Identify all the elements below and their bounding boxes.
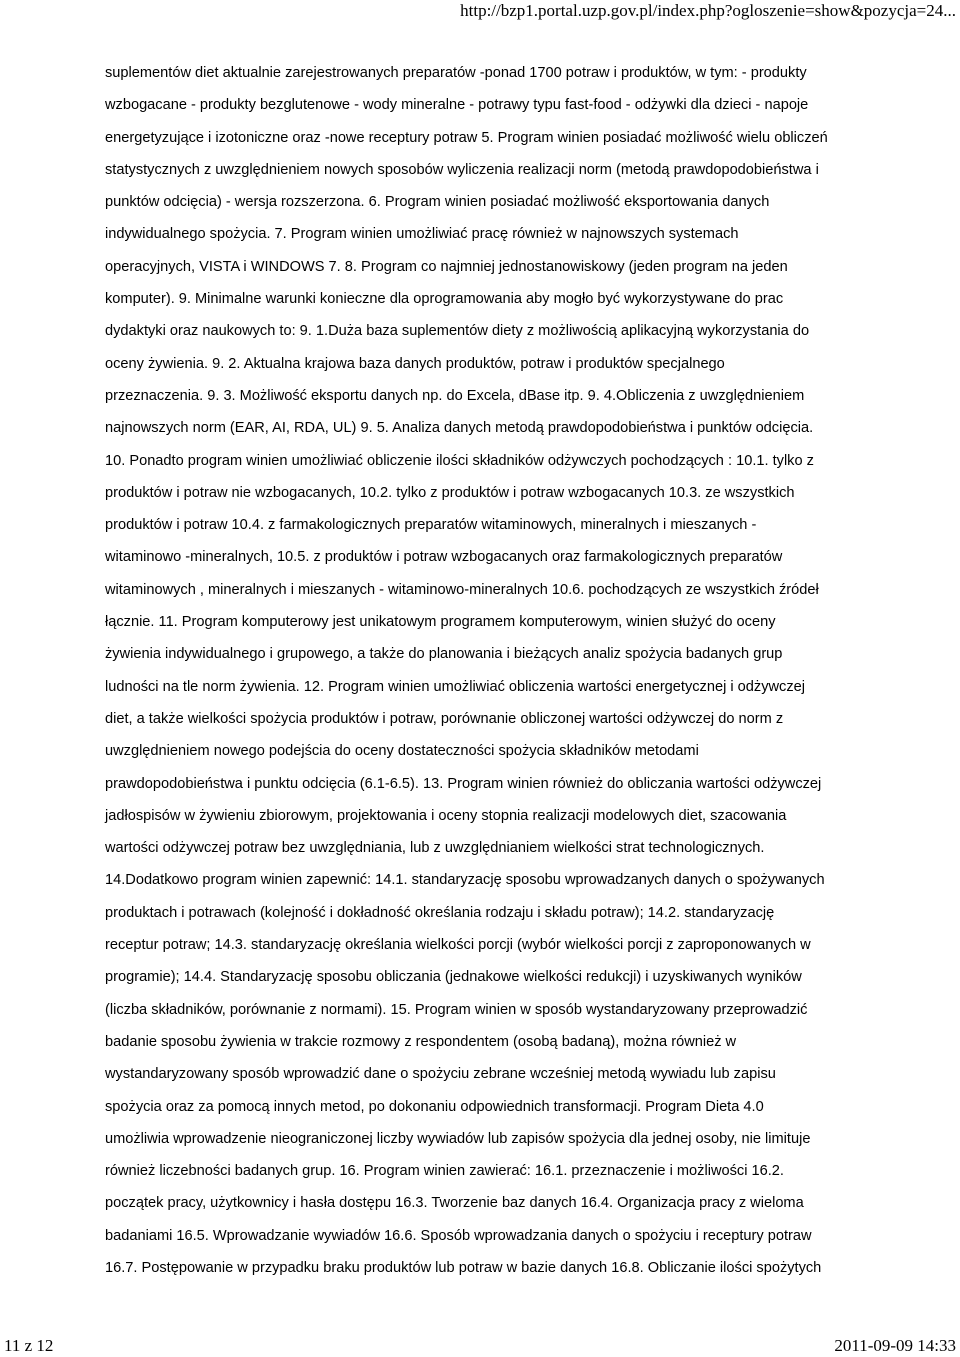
body-text-line: receptur potraw; 14.3. standaryzację określania wielkości porcji (wybór wielkości porcji z zaproponowanych w: [105, 937, 811, 954]
body-text-line: badanie sposobu żywienia w trakcie rozmowy z respondentem (osobą badaną), można również w: [105, 1033, 737, 1050]
body-text-line: 14.Dodatkowo program winien zapewnić: 14.1. standaryzację sposobu wprowadzanych danych o spożywanych: [105, 872, 825, 889]
body-text-line: witaminowo -mineralnych, 10.5. z produktów i potraw wzbogacanych oraz farmakologicznych preparatów: [105, 549, 783, 566]
body-text-line: oceny żywienia. 9. 2. Aktualna krajowa baza danych produktów, potraw i produktów specjalnego: [105, 355, 725, 372]
body-text-line: umożliwia wprowadzenie nieograniczonej liczby wywiadów lub zapisów spożycia dla jednej osoby, nie limituje: [105, 1130, 811, 1147]
body-text-line: produktach i potrawach (kolejność i dokładność określania rodzaju i składu potraw); 14.2. standaryzację: [105, 904, 775, 921]
body-text-line: suplementów diet aktualnie zarejestrowanych preparatów -ponad 1700 potraw i produktów, w tym: - produkty: [105, 65, 807, 81]
body-text-line: badaniami 16.5. Wprowadzanie wywiadów 16.6. Sposób wprowadzania danych o spożyciu i receptury potraw: [105, 1227, 812, 1244]
body-text-line: łącznie. 11. Program komputerowy jest unikatowym programem komputerowym, winien służyć do oceny: [105, 614, 776, 631]
body-text-line: operacyjnych, VISTA i WINDOWS 7. 8. Program co najmniej jednostanowiskowy (jeden program na jeden: [105, 258, 788, 275]
body-text-line: najnowszych norm (EAR, AI, RDA, UL) 9. 5. Analiza danych metodą prawdopodobieństwa i punktów odcięcia.: [105, 420, 814, 437]
body-text-line: początek pracy, użytkownicy i hasła dostępu 16.3. Tworzenie baz danych 16.4. Organizacja pracy z wieloma: [105, 1195, 804, 1212]
body-text-line: wystandaryzowany sposób wprowadzić dane o spożyciu zebrane wcześniej metodą wywiadu lub zapisu: [105, 1066, 776, 1083]
body-text-line: indywidualnego spożycia. 7. Program winien umożliwiać pracę również w najnowszych systemach: [105, 226, 739, 243]
document-body-text: [105, 57, 900, 1284]
body-text-line: programie); 14.4. Standaryzację sposobu obliczania (jednakowe wielkości redukcji) i uzyskiwanych wyników: [105, 969, 802, 986]
body-text-line: przeznaczenia. 9. 3. Możliwość eksportu danych np. do Excela, dBase itp. 9. 4.Obliczenia z uwzględnieniem: [105, 387, 805, 404]
body-text-line: witaminowych , mineralnych i mieszanych - witaminowo-mineralnych 10.6. pochodzących ze wszystkich źródeł: [105, 581, 819, 598]
body-text-line: produktów i potraw nie wzbogacanych, 10.2. tylko z produktów i potraw wzbogacanych 10.3. ze wszystkich: [105, 484, 795, 501]
body-text-line: punktów odcięcia) - wersja rozszerzona. 6. Program winien posiadać możliwość eksportowania danych: [105, 194, 770, 211]
footer-page-number: 11 z 12: [4, 1336, 54, 1355]
body-text-line: ludności na tle norm żywienia. 12. Program winien umożliwiać obliczenia wartości energetycznej i odżywczej: [105, 678, 806, 695]
body-text-line: prawdopodobieństwa i punktu odcięcia (6.1-6.5). 13. Program winien również do obliczania wartości odżywczej: [105, 775, 822, 792]
body-text-line: wzbogacane - produkty bezglutenowe - wody mineralne - potrawy typu fast-food - odżywki dla dzieci - napoje: [105, 97, 809, 114]
footer-datetime: 2011-09-09 14:33: [834, 1336, 956, 1355]
body-text-line: żywienia indywidualnego i grupowego, a także do planowania i bieżących analiz spożycia badanych grup: [105, 646, 783, 663]
body-text-line: 10. Ponadto program winien umożliwiać obliczenie ilości składników odżywczych pochodzących : 10.1. tylko z: [105, 452, 814, 469]
body-text-line: również liczebności badanych grup. 16. Program winien zawierać: 16.1. przeznaczenie i możliwości 16.2.: [105, 1163, 784, 1180]
body-text-line: jadłospisów w żywieniu zbiorowym, projektowania i oceny stopnia realizacji modelowych diet, szacowania: [105, 807, 787, 824]
header-url: http://bzp1.portal.uzp.gov.pl/index.php?ogloszenie=show&pozycja=24...: [460, 1, 956, 20]
body-text-line: statystycznych z uwzględnieniem nowych sposobów wyliczenia realizacji norm (metodą prawdopodobieństwa i: [105, 161, 819, 178]
body-text-line: diet, a także wielkości spożycia produktów i potraw, porównanie obliczonej wartości odżywczej do norm z: [105, 710, 784, 727]
body-text-line: uwzględnieniem nowego podejścia do oceny dostateczności spożycia składników metodami: [105, 743, 699, 760]
body-text-line: energetyzujące i izotoniczne oraz -nowe receptury potraw 5. Program winien posiadać możliwość wielu obliczeń: [105, 129, 828, 146]
body-text-line: 16.7. Postępowanie w przypadku braku produktów lub potraw w bazie danych 16.8. Obliczanie ilości spożytych: [105, 1259, 822, 1276]
body-text-line: dydaktyki oraz naukowych to: 9. 1.Duża baza suplementów diety z możliwością aplikacyjną wykorzystania do: [105, 323, 810, 340]
body-text-line: spożycia oraz za pomocą innych metod, po dokonaniu odpowiednich transformacji. Program Dieta 4.0: [105, 1098, 764, 1115]
body-text-line: komputer). 9. Minimalne warunki konieczne dla oprogramowania aby mogło być wykorzystywane do prac: [105, 291, 784, 308]
body-text-line: wartości odżywczej potraw bez uwzględniania, lub z uwzględnianiem wielkości strat technologicznych.: [105, 840, 765, 857]
body-text-line: (liczba składników, porównanie z normami). 15. Program winien w sposób wystandaryzowany przeprowadzić: [105, 1001, 808, 1018]
body-text-line: produktów i potraw 10.4. z farmakologicznych preparatów witaminowych, mineralnych i mieszanych -: [105, 517, 757, 534]
